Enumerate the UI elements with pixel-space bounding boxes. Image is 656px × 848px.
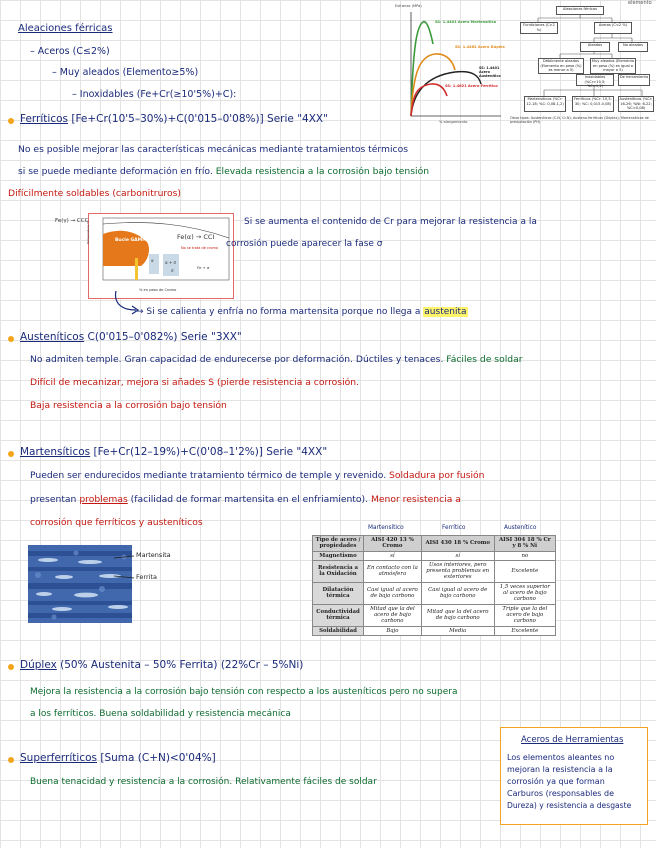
ferriticos-line2	[18, 165, 429, 178]
ferriticos-line2b: Elevada resistencia a la corrosión bajo tensión	[215, 166, 430, 177]
austeniticos-formula: C(0'015–0'082%)	[87, 331, 178, 343]
phase-label-note: No se trata de cromo	[181, 246, 219, 250]
cmp-tag-austenitico: Austenítico	[504, 525, 537, 531]
cmp-cell: Excelente	[494, 626, 555, 635]
martensiticos-line2	[30, 493, 461, 506]
martensiticos-heading: Martensíticos	[20, 446, 91, 458]
cmp-cell: Mitad que la del acero de bajo carbono	[421, 604, 494, 626]
chart-legend-ferritico: SS: 1.4621 Acero Ferrítico	[445, 84, 498, 88]
ferriticos-heading-line	[20, 113, 328, 126]
tree-aceros: Aceros (C<2 %)	[594, 22, 632, 34]
tree-root: Aleaciones férricas	[556, 6, 604, 15]
martensiticos-formula: [Fe+Cr(12–19%)+C(0'08–1'2%)]	[93, 446, 263, 458]
tree-muy-aleados: Muy aleados (Elemento en peso (%) es igual o mayor a 5)	[591, 59, 635, 73]
phase-label-alpha-sigma: α + σ	[165, 260, 177, 265]
cmp-cell: Excelente	[494, 560, 555, 582]
martensiticos-line3: corrosión que ferríticos y austeníticos	[30, 517, 203, 528]
phase-axis-x: % en peso de Cromo	[139, 288, 177, 292]
micro-label-ferrita: Ferrita	[136, 573, 157, 581]
cmp-header: AISI 304 18 % Cr y 8 % Ni	[494, 536, 555, 552]
herramientas-title: Aceros de Herramientas	[521, 735, 624, 745]
cmp-cell: Casi igual al acero de bajo carbono	[364, 582, 422, 604]
tree-austeniticos: Austeníticos (%Cr: 16-26; %Ni: 6-22; %C<0,08)	[619, 97, 653, 111]
herramientas-line: Carburos (responsables de	[507, 789, 615, 798]
martensiticos-series: Serie "4XX"	[266, 446, 328, 458]
bullet-ferriticos	[8, 118, 14, 124]
martensiticos-line1a: Pueden ser endurecidos mediante tratamiento térmico de temple y revenido.	[30, 470, 387, 481]
chart-legend-austenitico: SS: 1.4401 Acero Austenítico	[479, 66, 501, 78]
phase-label-fe-sigma: Fe + σ	[197, 265, 210, 270]
tree-debilmente: Débilmente aleados (Elemento en peso (%) es menor a 5)	[538, 58, 584, 74]
duplex-heading-line	[20, 659, 303, 672]
ferriticos-note3a: → Si se calienta y enfría no forma martensita porque no llega a	[136, 307, 421, 317]
cmp-header: Tipo de acero / propiedades	[313, 536, 364, 552]
martensiticos-line2a: presentan	[30, 494, 77, 505]
intro-line-aceros: – Aceros (C≤2%)	[30, 46, 110, 57]
comparison-table	[312, 535, 556, 636]
duplex-heading: Dúplex	[20, 659, 57, 671]
chart-ylabel: Esfuerzo (MPa)	[395, 4, 422, 8]
superferriticos-heading-line	[20, 752, 216, 765]
herramientas-line: mejoran la resistencia a la	[507, 765, 613, 774]
cmp-header: AISI 420 13 % Cromo	[364, 536, 422, 552]
austeniticos-line1	[30, 353, 523, 366]
cmp-row-label: Resistencia a la Oxidación	[313, 560, 364, 582]
intro-title: Aleaciones férricas	[18, 23, 113, 34]
phase-label-sigma: σ	[171, 268, 174, 273]
superferriticos-line1: Buena tenacidad y resistencia a la corrosión. Relativamente fáciles de soldar	[30, 777, 377, 787]
ferriticos-note3b: austenita	[424, 307, 467, 317]
cmp-cell: Media	[421, 626, 494, 635]
bullet-martensiticos	[8, 451, 14, 457]
cmp-cell: sí	[421, 551, 494, 560]
bullet-superferriticos	[8, 757, 14, 763]
austeniticos-line1a: No admiten temple. Gran capacidad de endurecerse por deformación. Dúctiles y tenaces.	[30, 354, 444, 365]
martensiticos-line1	[30, 469, 485, 482]
martensiticos-line2d: Menor resistencia a	[370, 494, 461, 505]
cmp-row-label: Conductividad térmica	[313, 604, 364, 626]
intro-line-inoxidables: – Inoxidables (Fe+Cr(≥10'5%)+C):	[72, 89, 237, 100]
ferriticos-series: Serie "4XX"	[267, 113, 328, 125]
tree-footer: Otros tipos: Austeníticos (C-N, Cr-N); Austeno-ferríticos (Dúplex); Martensíticos de precipitación (PH)	[510, 116, 649, 125]
table-row	[313, 604, 556, 626]
superferriticos-formula: [Suma (C+N)<0'04%]	[100, 752, 216, 764]
cmp-cell: Bajo	[364, 626, 422, 635]
superferriticos-heading: Superferríticos	[20, 752, 97, 764]
cmp-header: AISI 430 18 % Cromo	[421, 536, 494, 552]
family-tree	[508, 2, 652, 134]
austeniticos-line2: Difícil de mecanizar, mejora si añades S (pierde resistencia a corrosión.	[30, 377, 359, 388]
chart-legend-duplex: SS: 1.4462 Acero Dúplex	[455, 45, 505, 49]
table-row	[313, 560, 556, 582]
cmp-cell: Triple que la del acero de bajo carbono	[494, 604, 555, 626]
cmp-cell: En contacto con la atmósfera	[364, 560, 422, 582]
cmp-row-label: Magnetismo	[313, 551, 364, 560]
cmp-cell: sí	[364, 551, 422, 560]
austeniticos-line2	[30, 376, 359, 389]
tree-aleados: Aleados	[580, 42, 610, 52]
tree-fundiciones: Fundiciones (C>2 %)	[520, 22, 558, 34]
phase-label-right: Fe(α) → CCI	[177, 233, 215, 241]
bullet-austeniticos	[8, 336, 14, 342]
ferriticos-line1: No es posible mejorar las características mecánicas mediante tratamientos térmicos	[18, 144, 408, 155]
phase-axis-y: Temperatura °C	[86, 220, 90, 244]
duplex-formula: (50% Austenita – 50% Ferrita) (22%Cr – 5%Ni)	[60, 659, 304, 671]
phase-diagram	[55, 213, 234, 299]
herramientas-box	[500, 727, 648, 825]
tree-martensiticos: Martensíticos (%Cr: 12-18; %C: 0,08-1,2)	[524, 96, 566, 112]
martensiticos-line1b: Soldadura por fusión	[389, 470, 485, 481]
ferriticos-note2: corrosión puede aparecer la fase σ	[226, 239, 383, 249]
bullet-duplex	[8, 664, 14, 670]
phase-label-loop: Bucle GAMMA	[115, 238, 151, 243]
cmp-cell: Usos interiores, pero presenta problemas en exteriores	[421, 560, 494, 582]
duplex-line1: Mejora la resistencia a la corrosión bajo tensión con respecto a los austeníticos pero no supera	[30, 687, 458, 697]
table-row	[313, 626, 556, 635]
micro-label-martensita: Martensita	[136, 551, 171, 559]
table-row	[313, 582, 556, 604]
corner-label: elemento	[628, 0, 652, 6]
stress-strain-chart	[395, 4, 505, 130]
phase-label-alpha: α	[151, 258, 154, 263]
cmp-cell: Casi igual al acero de bajo carbono	[421, 582, 494, 604]
tree-herramienta: De herramienta	[618, 74, 650, 86]
cmp-row-label: Dilatación térmica	[313, 582, 364, 604]
tree-no-aleados: No aleados	[618, 42, 648, 52]
austeniticos-line1b: Fáciles de soldar	[446, 354, 523, 365]
duplex-line2: a los ferríticos. Buena soldabilidad y resistencia mecánica	[30, 709, 291, 719]
ferriticos-line3: Difícilmente soldables (carbonitruros)	[8, 188, 181, 199]
micrograph-pointers	[112, 552, 136, 582]
cmp-cell: 1,5 veces superior al acero de bajo carbono	[494, 582, 555, 604]
chart-legend-martensitico: SS: 1.4401 Acero Martensítico	[435, 20, 497, 24]
austeniticos-series: Serie "3XX"	[180, 331, 242, 343]
herramientas-line: corrosión ya que forman	[507, 777, 605, 786]
intro-line-muy-aleados: – Muy aleados (Elemento≥5%)	[52, 67, 199, 78]
cmp-row-label: Soldabilidad	[313, 626, 364, 635]
austeniticos-line3: Baja resistencia a la corrosión bajo tensión	[30, 400, 227, 411]
ferriticos-note1: Si se aumenta el contenido de Cr para mejorar la resistencia a la	[244, 217, 537, 227]
chart-xlabel: % alargamiento	[439, 120, 468, 124]
table-row	[313, 551, 556, 560]
ferriticos-note3	[136, 306, 468, 319]
tree-ferriticos: Ferríticos (%Cr: 10,5-30; %C: 0,015-0,08)	[572, 96, 614, 112]
cmp-header-row	[313, 536, 556, 552]
martensiticos-line2c: (facilidad de formar martensita en el enfriamiento).	[130, 494, 369, 505]
herramientas-line: Dureza) y resistencia a desgaste	[507, 801, 632, 810]
ferriticos-heading: Ferríticos	[20, 113, 68, 125]
tree-inoxidables: Inoxidables (%Cr>10,5; %C<1,2)	[576, 74, 614, 86]
martensiticos-line2b: problemas	[79, 494, 128, 505]
cmp-tag-ferritico: Ferrítico	[442, 525, 466, 531]
ferriticos-line2a: si se puede mediante deformación en frío.	[18, 166, 213, 177]
phase-label-left: Fe(γ) → CCC	[55, 218, 89, 224]
austeniticos-heading: Austeníticos	[20, 331, 85, 343]
cmp-tag-martensitico: Martensítico	[368, 525, 404, 531]
cmp-cell: no	[494, 551, 555, 560]
curve-ferritico	[411, 84, 447, 116]
cmp-cell: Mitad que la del acero de bajo carbono	[364, 604, 422, 626]
austeniticos-heading-line	[20, 331, 242, 344]
herramientas-line: Los elementos aleantes no	[507, 753, 615, 762]
ferriticos-formula: [Fe+Cr(10'5–30%)+C(0'015–0'08%)]	[71, 113, 264, 125]
martensiticos-heading-line	[20, 446, 327, 459]
